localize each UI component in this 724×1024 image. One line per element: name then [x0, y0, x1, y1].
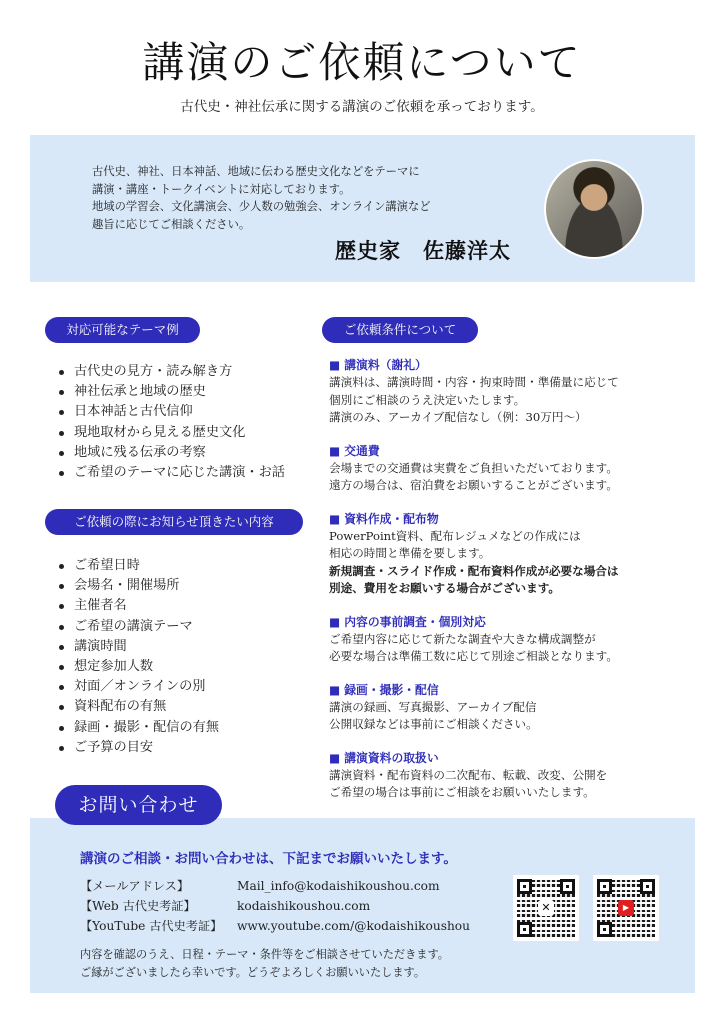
condition-title: ■ 内容の事前調査・個別対応	[329, 614, 486, 629]
intro-line: 趣旨に応じてご相談ください。	[92, 217, 251, 231]
qr-pattern	[517, 879, 575, 937]
contact-panel	[30, 818, 695, 993]
list-item: 古代史の見方・読み解き方	[56, 362, 285, 382]
condition-title: ■ 講演資料の取扱い	[329, 750, 439, 765]
condition-title: ■ 録画・撮影・配信	[329, 682, 439, 697]
contact-heading: 講演のご相談・お問い合わせは、下記までお願いいたします。	[80, 851, 457, 867]
youtube-link[interactable]: www.youtube.com/@kodaishikoushou	[237, 919, 470, 933]
author-portrait	[544, 159, 644, 259]
list-item: 対面／オンラインの別	[56, 677, 219, 697]
page-subtitle: 古代史・神社伝承に関する講演のご依頼を承っております。	[180, 99, 544, 115]
condition-title: ■ 講演料（謝礼）	[329, 358, 427, 372]
intro-line: 地域の学習会、文化講演会、少人数の勉強会、オンライン講演など	[92, 200, 431, 213]
website-link[interactable]: kodaishikoushou.com	[237, 899, 371, 913]
condition-line: ご希望内容に応じて新たな調査や大きな構成調整が	[329, 631, 596, 646]
list-item: 現地取材から見える歴史文化	[56, 423, 285, 443]
conditions-list	[329, 357, 679, 818]
qr-pattern	[597, 879, 655, 937]
x-logo-icon: ✕	[538, 900, 554, 916]
list-item: 地域に残る伝承の考察	[56, 443, 285, 463]
intro-line: 講演・講座・トークイベントに対応しております。	[92, 182, 351, 196]
contact-label: 【YouTube 古代史考証】	[80, 919, 223, 933]
condition-handling	[329, 750, 679, 802]
youtube-logo-icon: ▶	[618, 900, 634, 916]
condition-research	[329, 614, 679, 666]
list-item: 資料配布の有無	[56, 697, 219, 717]
contact-note	[80, 946, 449, 981]
author-name: 歴史家 佐藤洋太	[335, 238, 511, 263]
list-item: ご希望日時	[56, 556, 219, 576]
list-item: ご予算の目安	[56, 738, 219, 758]
list-item: ご希望のテーマに応じた講演・お話	[56, 463, 285, 483]
page-title: 講演のご依頼について	[142, 38, 582, 87]
intro-text	[92, 163, 431, 233]
note-line: ご縁がございましたら幸いです。どうぞよろしくお願いいたします。	[80, 965, 426, 979]
condition-line: ご希望の場合は事前にご相談をお願いいたします。	[329, 785, 595, 799]
list-item: 日本神話と古代信仰	[56, 402, 285, 422]
list-item: 神社伝承と地域の歴史	[56, 382, 285, 402]
contact-label: 【Web 古代史考証】	[80, 899, 196, 913]
condition-recording	[329, 682, 679, 734]
contact-list	[80, 876, 470, 936]
condition-line: 新規調査・スライド作成・配布資料作成が必要な場合は	[329, 563, 619, 578]
contact-row-youtube	[80, 916, 470, 936]
condition-line: 講演の録画、写真撮影、アーカイブ配信	[329, 699, 537, 714]
contact-button[interactable]: お問い合わせ	[55, 785, 222, 825]
intro-panel	[30, 135, 695, 282]
intro-line: 古代史、神社、日本神話、地域に伝わる歴史文化などをテーマに	[92, 165, 420, 178]
request-info-list	[56, 556, 219, 758]
contact-row-web	[80, 896, 470, 916]
qr-code-x[interactable]	[513, 875, 579, 941]
condition-line: 個別にご相談のうえ決定いたします。	[329, 392, 526, 407]
condition-travel	[329, 443, 679, 495]
condition-line: 相応の時間と準備を要します。	[329, 546, 491, 560]
condition-line: 会場までの交通費は実費をご負担いただいております。	[329, 460, 618, 475]
contact-row-email	[80, 876, 470, 896]
list-item: ご希望の講演テーマ	[56, 617, 219, 637]
email-link[interactable]: Mail_info@kodaishikoushou.com	[237, 879, 440, 893]
list-item: 講演時間	[56, 637, 219, 657]
themes-heading: 対応可能なテーマ例	[45, 317, 200, 343]
condition-fee	[329, 357, 679, 427]
condition-line: 別途、費用をお願いする場合がございます。	[329, 581, 560, 595]
themes-list	[56, 362, 285, 483]
condition-line: PowerPoint資料、配布レジュメなどの作成には	[329, 528, 581, 543]
note-line: 内容を確認のうえ、日程・テーマ・条件等をご相談させていただきます。	[80, 948, 449, 961]
contact-label: 【メールアドレス】	[80, 879, 190, 893]
condition-line: 講演資料・配布資料の二次配布、転載、改変、公開を	[329, 767, 608, 782]
list-item: 録画・撮影・配信の有無	[56, 718, 219, 738]
condition-line: 公開収録などは事前にご相談ください。	[329, 717, 538, 731]
condition-line: 講演のみ、アーカイブ配信なし（例：30万円～）	[329, 410, 587, 424]
request-info-heading: ご依頼の際にお知らせ頂きたい内容	[45, 509, 303, 535]
list-item: 主催者名	[56, 596, 219, 616]
conditions-heading: ご依頼条件について	[322, 317, 478, 343]
qr-code-youtube[interactable]	[593, 875, 659, 941]
list-item: 会場名・開催場所	[56, 576, 219, 596]
condition-line: 必要な場合は準備工数に応じて別途ご相談となります。	[329, 649, 618, 663]
list-item: 想定参加人数	[56, 657, 219, 677]
condition-materials	[329, 511, 679, 598]
condition-title: ■ 資料作成・配布物	[329, 511, 439, 526]
condition-title: ■ 交通費	[329, 443, 380, 458]
condition-line: 講演料は、講演時間・内容・拘束時間・準備量に応じて	[329, 375, 619, 389]
condition-line: 遠方の場合は、宿泊費をお願いすることがございます。	[329, 478, 618, 492]
